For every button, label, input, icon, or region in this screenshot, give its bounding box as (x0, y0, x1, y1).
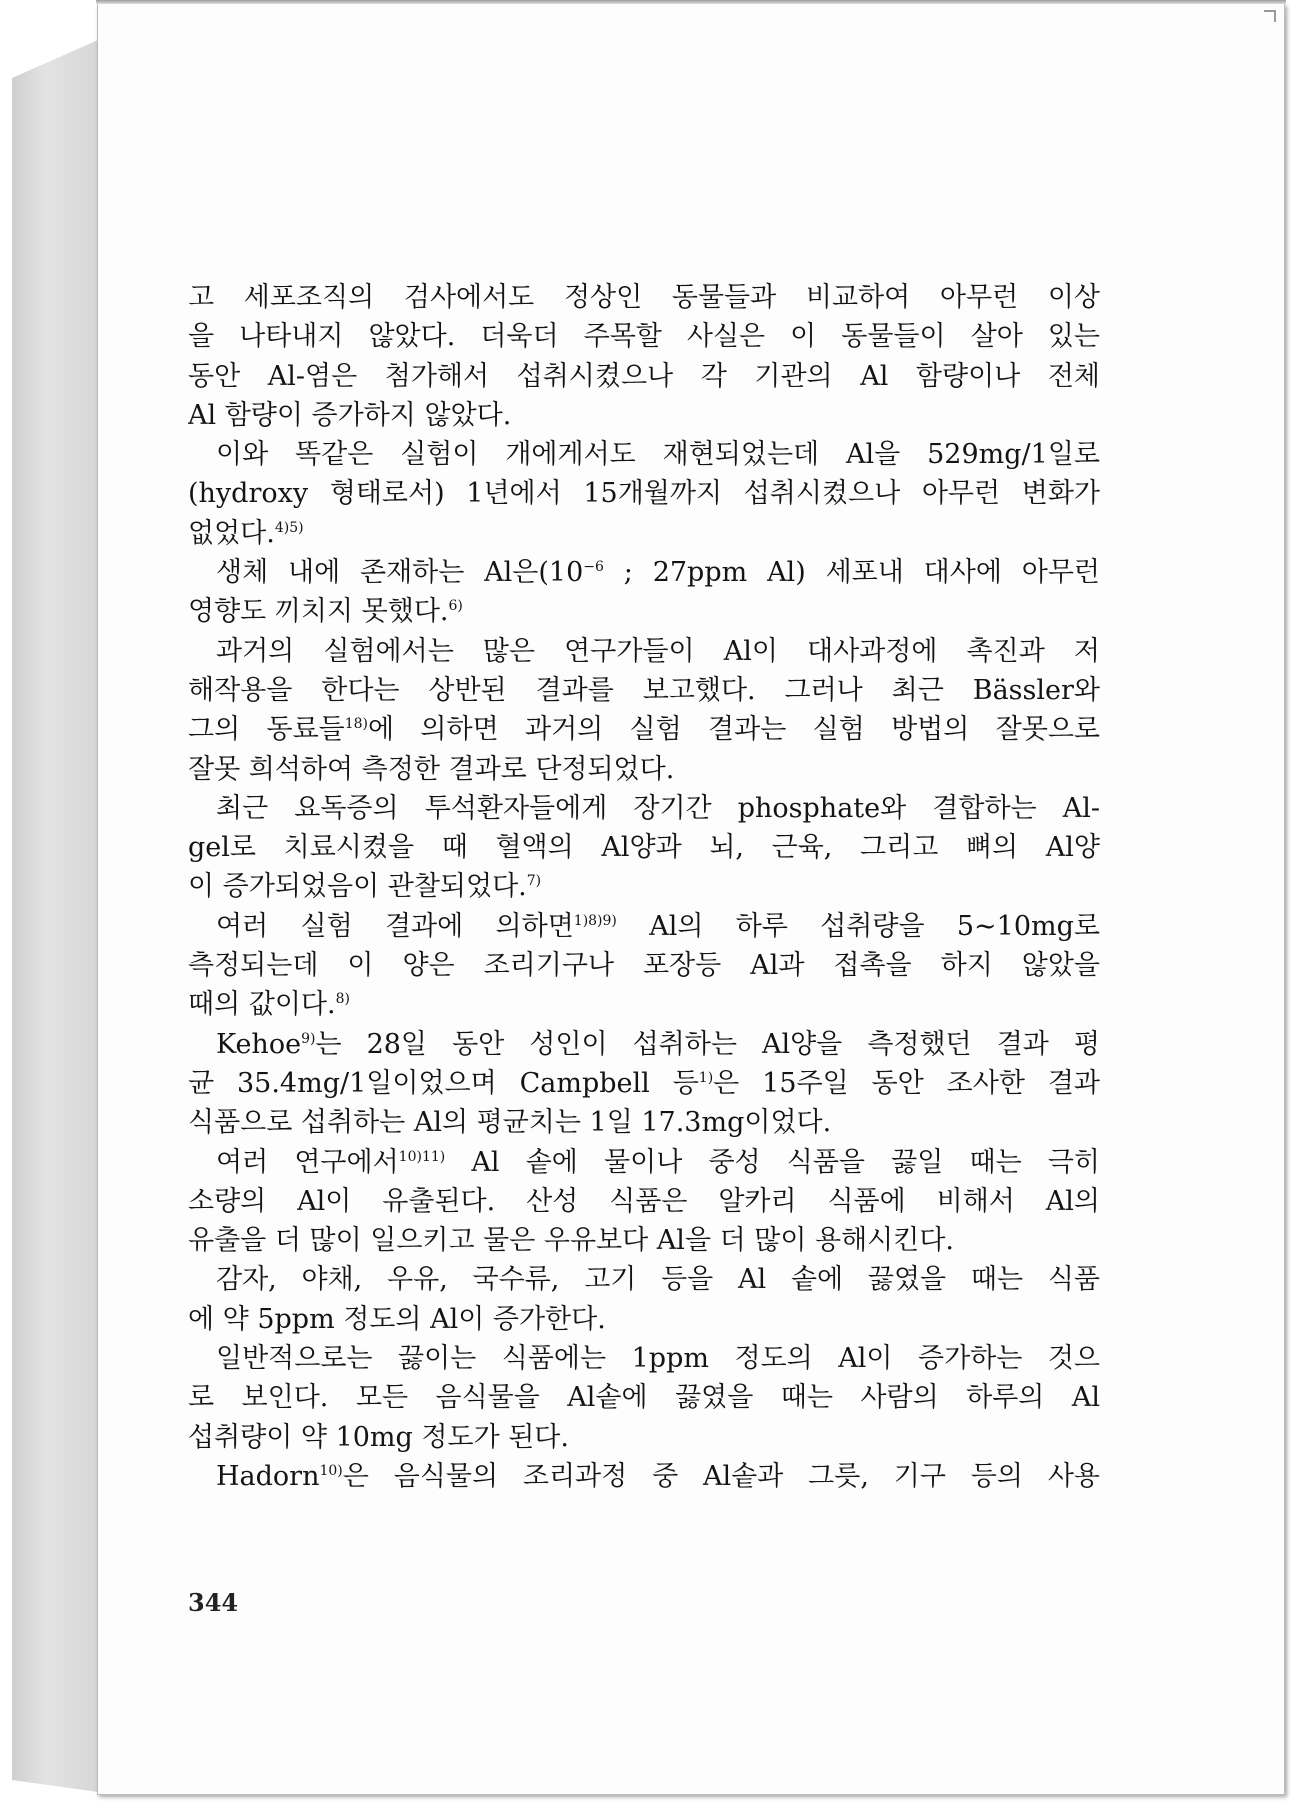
text-segment: 여러 실험 결과에 의하면 (216, 910, 574, 942)
text-segment: 을 나타내지 않았다. 더욱더 주목할 사실은 이 동물들이 살아 있는 (188, 321, 1100, 353)
text-segment: (hydroxy 형태로서) 1년에서 15개월까지 섭취시켰으나 아무런 변화가 (188, 478, 1100, 510)
book-side-edge (12, 40, 98, 1792)
text-line (188, 1182, 1100, 1221)
text-line (188, 946, 1100, 985)
text-segment: 측정되는데 이 양은 조리기구나 포장등 Al과 접촉을 하지 않았을 (188, 950, 1100, 982)
text-segment: 없었다. (188, 517, 275, 549)
reference-superscript: 6) (448, 598, 463, 615)
text-segment: Al 솥에 물이나 중성 식품을 끓일 때는 극히 (445, 1146, 1100, 1178)
text-line (188, 671, 1100, 710)
text-line (188, 985, 1100, 1024)
reference-superscript: 18) (344, 716, 369, 733)
text-segment: 로 보인다. 모든 음식물을 Al솥에 끓였을 때는 사람의 하루의 Al (188, 1382, 1100, 1414)
text-segment: 해작용을 한다는 상반된 결과를 보고했다. 그러나 최근 Bässler와 (188, 674, 1100, 706)
text-segment: 이와 똑같은 실험이 개에게서도 재현되었는데 Al을 529mg/1일로 (216, 439, 1100, 471)
text-segment: 은 15주일 동안 조사한 결과 (713, 1067, 1100, 1099)
text-segment: 는 28일 동안 성인이 섭취하는 Al양을 측정했던 결과 평 (315, 1028, 1100, 1060)
text-line (188, 1064, 1100, 1103)
text-segment: Al 함량이 증가하지 않았다. (188, 399, 512, 431)
text-line (188, 357, 1100, 396)
text-segment: 동안 Al-염은 첨가해서 섭취시켰으나 각 기관의 Al 함량이나 전체 (188, 360, 1100, 392)
text-segment: 에 의하면 과거의 실험 결과는 실험 방법의 잘못으로 (368, 714, 1100, 746)
reference-superscript: 7) (526, 873, 542, 890)
text-segment: 에 약 5ppm 정도의 Al이 증가한다. (188, 1303, 606, 1335)
text-line (188, 278, 1100, 317)
text-segment: 과거의 실험에서는 많은 연구가들이 Al이 대사과정에 촉진과 저 (216, 635, 1100, 667)
text-line (188, 1143, 1100, 1182)
text-segment: 은 음식물의 조리과정 중 Al솥과 그릇, 기구 등의 사용 (342, 1460, 1100, 1492)
text-segment: 생체 내에 존재하는 Al은(10 (216, 557, 584, 589)
text-line (188, 1260, 1100, 1299)
text-line (188, 435, 1100, 474)
text-segment: 때의 값이다. (188, 989, 336, 1021)
text-segment: ; 27ppm Al) 세포내 대사에 아무런 (603, 557, 1100, 589)
text-line (188, 632, 1100, 671)
text-segment: Al의 하루 섭취량을 5∼10mg로 (616, 910, 1100, 942)
reference-superscript: 10)11) (398, 1148, 446, 1165)
text-segment: 고 세포조직의 검사에서도 정상인 동물들과 비교하여 아무런 이상 (188, 282, 1100, 313)
text-segment: 일반적으로는 끓이는 식품에는 1ppm 정도의 Al이 증가하는 것으 (216, 1343, 1100, 1375)
text-line (188, 592, 1100, 631)
text-line (188, 317, 1100, 356)
text-line (188, 553, 1100, 592)
text-line (188, 710, 1100, 749)
text-segment: 잘못 희석하여 측정한 결과로 단정되었다. (188, 753, 675, 785)
reference-superscript: 8) (335, 991, 350, 1008)
text-line (188, 1339, 1100, 1378)
text-segment: Kehoe (216, 1028, 302, 1060)
text-segment: 유출을 더 많이 일으키고 물은 우유보다 Al을 더 많이 용해시킨다. (188, 1225, 955, 1257)
text-line (188, 750, 1100, 789)
text-segment: Hadorn (216, 1460, 320, 1492)
text-line (188, 867, 1100, 906)
page-number: 344 (188, 1588, 239, 1617)
text-line (188, 1457, 1100, 1496)
reference-superscript: 10) (319, 1462, 343, 1479)
text-line (188, 1300, 1100, 1339)
text-segment: 그의 동료들 (188, 714, 345, 746)
text-segment: 최근 요독증의 투석환자들에게 장기간 phosphate와 결합하는 Al- (216, 792, 1100, 824)
reference-superscript: 1) (698, 1069, 714, 1086)
text-segment: 여러 연구에서 (216, 1146, 399, 1178)
text-line (188, 474, 1100, 513)
text-segment: 이 증가되었음이 관찰되었다. (188, 871, 527, 903)
text-segment: 식품으로 섭취하는 Al의 평균치는 1일 17.3mg이었다. (188, 1107, 832, 1139)
text-segment: 영향도 끼치지 못했다. (188, 596, 449, 628)
text-line (188, 828, 1100, 867)
text-line (188, 514, 1100, 553)
text-line (188, 789, 1100, 828)
text-segment: gel로 치료시켰을 때 혈액의 Al양과 뇌, 근육, 그리고 뼈의 Al양 (188, 832, 1100, 864)
text-line (188, 1103, 1100, 1142)
page-corner-mark (1264, 10, 1276, 22)
text-line (188, 907, 1100, 946)
text-segment: 감자, 야채, 우유, 국수류, 고기 등을 Al 솥에 끓였을 때는 식품 (216, 1264, 1100, 1296)
reference-superscript: 1)8)9) (573, 912, 617, 929)
body-text (188, 278, 1100, 1496)
text-line (188, 1221, 1100, 1260)
text-line (188, 1378, 1100, 1417)
reference-superscript: 9) (301, 1030, 316, 1047)
text-segment: 균 35.4mg/1일이었으며 Campbell 등 (188, 1067, 699, 1099)
text-line (188, 396, 1100, 435)
text-line (188, 1025, 1100, 1064)
text-segment: 섭취량이 약 10mg 정도가 된다. (188, 1421, 569, 1453)
text-line (188, 1418, 1100, 1457)
reference-superscript: −6 (583, 559, 604, 576)
reference-superscript: 4)5) (274, 519, 304, 536)
text-segment: 소량의 Al이 유출된다. 산성 식품은 알카리 식품에 비해서 Al의 (188, 1185, 1100, 1217)
